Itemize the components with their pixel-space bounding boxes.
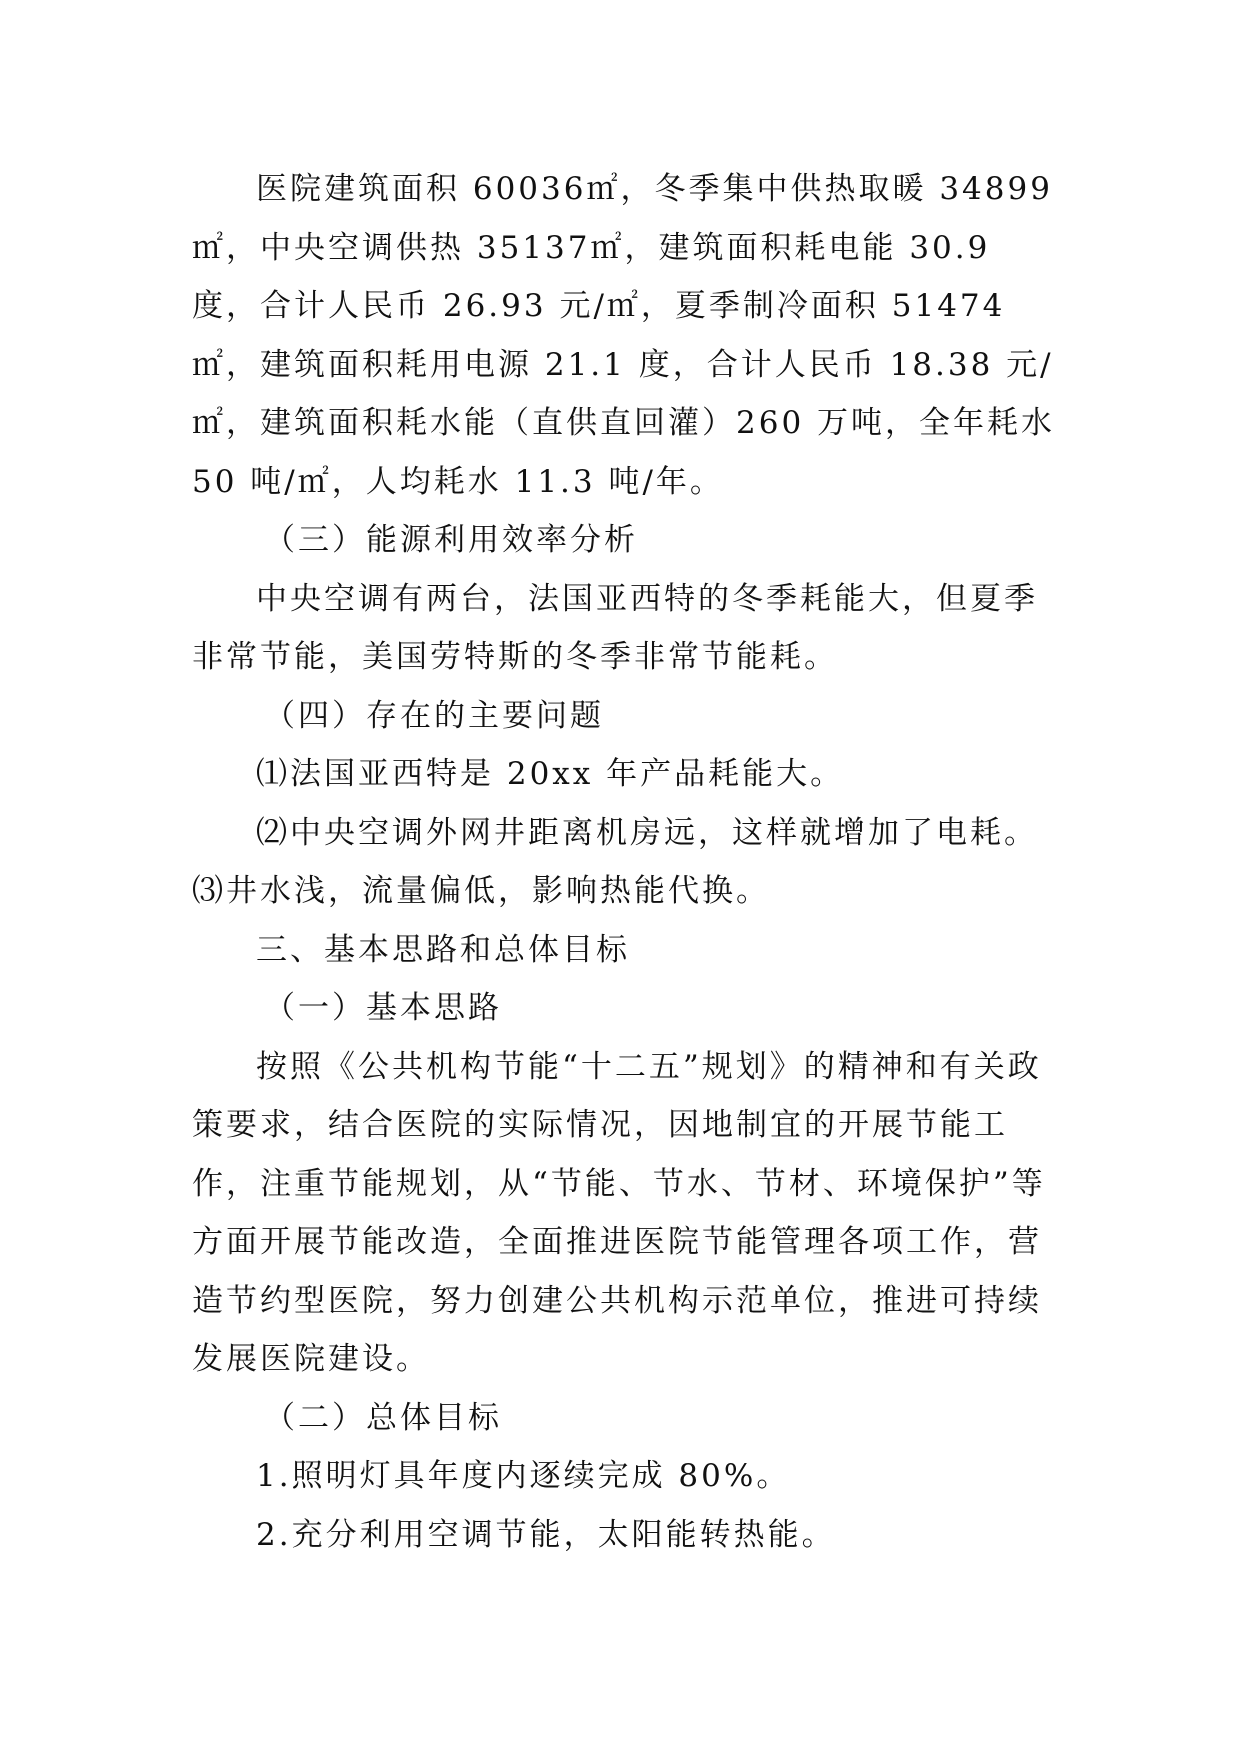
section-heading-efficiency-analysis: （三）能源利用效率分析 bbox=[264, 522, 638, 558]
problem-item-2-3: ⑵中央空调外网井距离机房远，这样就增加了电耗。⑶井水浅，流量偏低，影响热能代换。 bbox=[192, 814, 1038, 909]
goal-item-1: 1.照明灯具年度内逐续完成 80%。 bbox=[256, 1458, 791, 1494]
chapter-heading-ideas-and-goals: 三、基本思路和总体目标 bbox=[256, 931, 630, 968]
section-heading-main-problems: （四）存在的主要问题 bbox=[264, 697, 604, 734]
problem-item-1: ⑴法国亚西特是 20xx 年产品耗能大。 bbox=[256, 756, 845, 792]
paragraph-air-conditioning: 中央空调有两台，法国亚西特的冬季耗能大，但夏季非常节能，美国劳特斯的冬季非常节能耗。 bbox=[192, 580, 1038, 675]
paragraph-energy-statistics: 医院建筑面积 60036㎡，冬季集中供热取暖 34899㎡，中央空调供热 35137㎡，建筑面积耗电能 30.9 度，合计人民币 26.93 元/㎡，夏季制冷面积 51474㎡，建筑面积耗用电源 21.1 度，合计人民币 18.38 元/㎡，建筑面积耗水能（直供直回灌）260 万吨，全年耗水 50 吨/㎡，人均耗水 11.3 吨/年。 bbox=[192, 171, 1056, 500]
goal-item-2: 2.充分利用空调节能，太阳能转热能。 bbox=[256, 1516, 836, 1553]
paragraph-basic-ideas: 按照《公共机构节能“十二五”规划》的精神和有关政策要求，结合医院的实际情况，因地制宜的开展节能工作，注重节能规划，从“节能、节水、节材、环境保护”等方面开展节能改造，全面推进医院节能管理各项工作，营造节约型医院，努力创建公共机构示范单位，推进可持续发展医院建设。 bbox=[192, 1048, 1046, 1377]
document-body bbox=[192, 160, 1062, 1564]
section-heading-basic-ideas: （一）基本思路 bbox=[264, 990, 502, 1026]
section-heading-overall-goals: （二）总体目标 bbox=[264, 1399, 502, 1436]
